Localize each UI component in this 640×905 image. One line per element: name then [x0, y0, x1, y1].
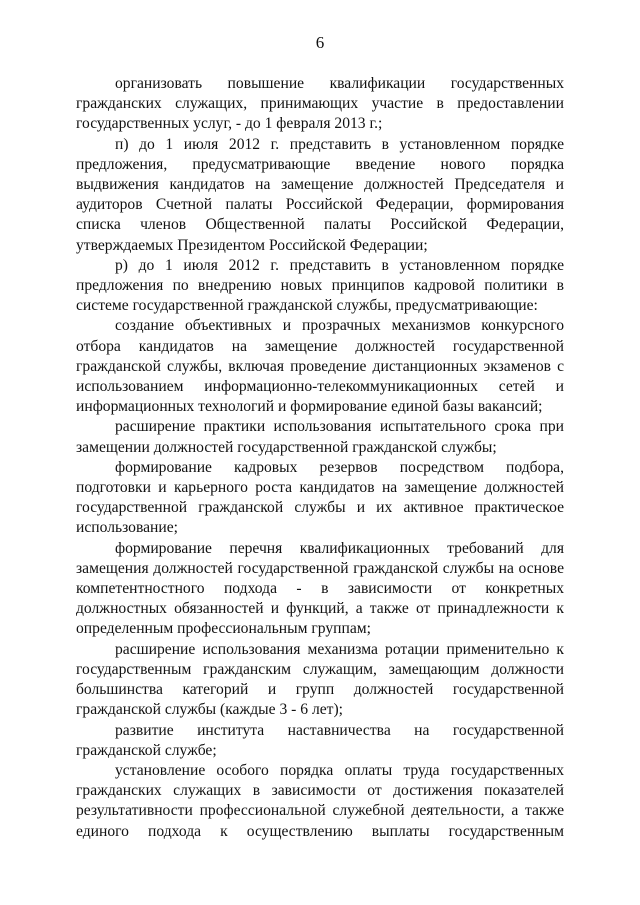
paragraph-personnel-reserves: формирование кадровых резервов посредством подбора, подготовки и карьерного роста кандидатов на замещение должностей государственной гражданской службы и их активное практическое использование;	[76, 458, 564, 537]
paragraph-organize-training: организовать повышение квалификации государственных гражданских служащих, принимающих участие в предоставлении государственных услуг, - до 1 февраля 2013 г.;	[76, 75, 564, 133]
paragraph-remuneration: установление особого порядка оплаты труда государственных гражданских служащих в зависимости от достижения показателей результативности профессиональной служебной деятельности, а также единого подхода к осуществлению выплаты государственным	[76, 761, 564, 840]
document-body	[76, 74, 564, 842]
paragraph-item-r: р) до 1 июля 2012 г. представить в установленном порядке предложения по внедрению новых принципов кадровой политики в системе государственной гражданской службы, предусматривающие:	[76, 256, 564, 315]
paragraph-probation-period: расширение практики использования испытательного срока при замещении должностей государственной гражданской службы;	[76, 418, 564, 456]
page-number: 6	[315, 33, 325, 52]
paragraph-mentorship: развитие института наставничества на государственной гражданской службе;	[76, 721, 564, 759]
paragraph-qualification-requirements: формирование перечня квалификационных требований для замещения должностей государственной гражданской службы на основе компетентностного подхода - в зависимости от конкретных должностных обязанностей и функций, а также от принадлежности к определенным профессиональным группам;	[76, 539, 564, 638]
paragraph-item-p: п) до 1 июля 2012 г. представить в установленном порядке предложения, предусматривающие введение нового порядка выдвижения кандидатов на замещение должностей Председателя и аудиторов Счетной палаты Российской Федерации, формирования списка членов Общественной палаты Российской Федерации, утверждаемых Президентом Российской Федерации;	[76, 135, 564, 254]
paragraph-rotation: расширение использования механизма ротации применительно к государственным гражданским служащим, замещающим должности большинства категорий и групп должностей государственной гражданской службы (каждые 3 - 6 лет);	[76, 640, 564, 719]
paragraph-competitive-selection: создание объективных и прозрачных механизмов конкурсного отбора кандидатов на замещение должностей государственной гражданской службы, включая проведение дистанционных экзаменов с использованием информационно-телекоммуникационных сетей и информационных технологий и формирование единой базы вакансий;	[76, 317, 564, 416]
